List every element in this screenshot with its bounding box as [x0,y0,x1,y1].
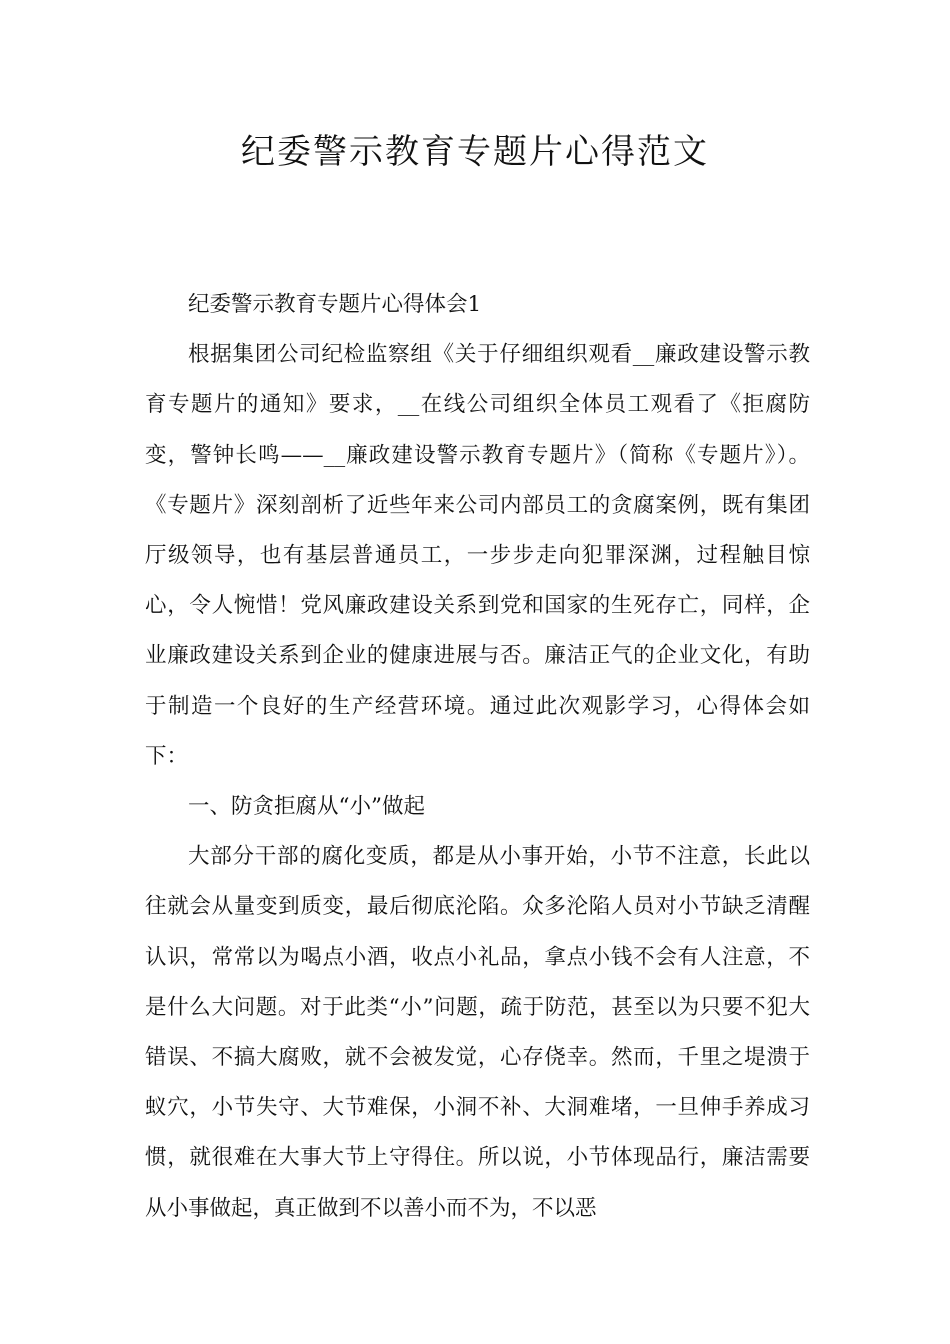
document-body [145,280,810,1234]
section-heading: 纪委警示教育专题片心得体会1 [188,292,482,317]
body-paragraph: 根据集团公司纪检监察组《关于仔细组织观看__廉政建设警示教育专题片的通知》要求，__在线公司组织全体员工观看了《拒腐防变，警钟长鸣——__廉政建设警示教育专题片》（简称《专题片》）。《专题片》深刻剖析了近些年来公司内部员工的贪腐案例，既有集团厅级领导，也有基层普通员工，一步步走向犯罪深渊，过程触目惊心，令人惋惜！党风廉政建设关系到党和国家的生死存亡，同样，企业廉政建设关系到企业的健康进展与否。廉洁正气的企业文化，有助于制造一个良好的生产经营环境。通过此次观影学习，心得体会如下： [145,342,810,769]
section-heading: 一、防贪拒腐从“小”做起 [188,794,425,820]
body-paragraph: 大部分干部的腐化变质，都是从小事开始，小节不注意，长此以往就会从量变到质变，最后彻底沦陷。众多沦陷人员对小节缺乏清醒认识，常常以为喝点小酒，收点小礼品，拿点小钱不会有人注意，不是什么大问题。对于此类“小”问题，疏于防范，甚至以为只要不犯大错误、不搞大腐败，就不会被发觉，心存侥幸。然而，千里之堤溃于蚁穴，小节失守、大节难保，小洞不补、大洞难堵，一旦伸手养成习惯，就很难在大事大节上守得住。所以说，小节体现品行，廉洁需要从小事做起，真正做到不以善小而不为，不以恶 [145,844,810,1221]
document-title: 纪委警示教育专题片心得范文 [241,132,709,172]
